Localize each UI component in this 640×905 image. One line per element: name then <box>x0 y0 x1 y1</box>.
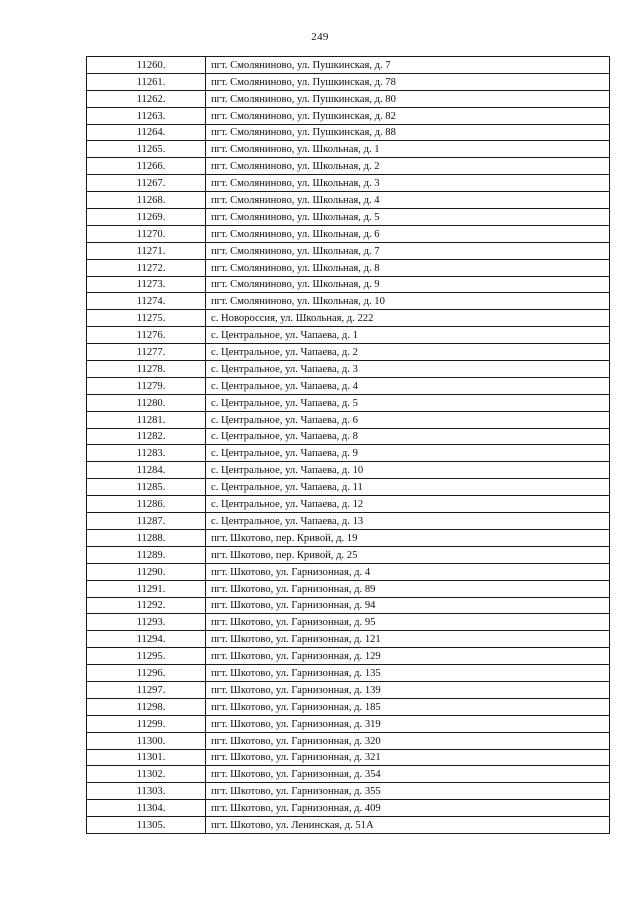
row-number-cell: 11301. <box>87 749 206 766</box>
address-cell: с. Центральное, ул. Чапаева, д. 8 <box>206 428 610 445</box>
row-number-cell: 11262. <box>87 90 206 107</box>
table-row <box>87 698 610 715</box>
address-cell: пгт. Шкотово, ул. Гарнизонная, д. 355 <box>206 783 610 800</box>
table-row <box>87 529 610 546</box>
table-row <box>87 783 610 800</box>
address-cell: с. Центральное, ул. Чапаева, д. 6 <box>206 411 610 428</box>
table-row <box>87 175 610 192</box>
row-number-cell: 11292. <box>87 597 206 614</box>
address-table <box>86 56 610 834</box>
address-cell: пгт. Шкотово, ул. Гарнизонная, д. 320 <box>206 732 610 749</box>
address-cell: с. Центральное, ул. Чапаева, д. 1 <box>206 327 610 344</box>
table-row <box>87 445 610 462</box>
address-cell: с. Центральное, ул. Чапаева, д. 2 <box>206 344 610 361</box>
address-cell: пгт. Смоляниново, ул. Школьная, д. 10 <box>206 293 610 310</box>
address-cell: с. Центральное, ул. Чапаева, д. 9 <box>206 445 610 462</box>
table-row <box>87 614 610 631</box>
address-cell: пгт. Смоляниново, ул. Школьная, д. 7 <box>206 242 610 259</box>
row-number-cell: 11272. <box>87 259 206 276</box>
row-number-cell: 11282. <box>87 428 206 445</box>
row-number-cell: 11268. <box>87 192 206 209</box>
table-row <box>87 73 610 90</box>
table-row <box>87 310 610 327</box>
address-cell: пгт. Смоляниново, ул. Школьная, д. 4 <box>206 192 610 209</box>
table-row <box>87 361 610 378</box>
row-number-cell: 11299. <box>87 715 206 732</box>
address-cell: с. Центральное, ул. Чапаева, д. 10 <box>206 462 610 479</box>
row-number-cell: 11300. <box>87 732 206 749</box>
row-number-cell: 11283. <box>87 445 206 462</box>
table-row <box>87 580 610 597</box>
row-number-cell: 11269. <box>87 209 206 226</box>
row-number-cell: 11274. <box>87 293 206 310</box>
page-number: 249 <box>311 31 329 43</box>
row-number-cell: 11305. <box>87 817 206 834</box>
row-number-cell: 11288. <box>87 529 206 546</box>
row-number-cell: 11281. <box>87 411 206 428</box>
row-number-cell: 11271. <box>87 242 206 259</box>
row-number-cell: 11289. <box>87 546 206 563</box>
row-number-cell: 11290. <box>87 563 206 580</box>
row-number-cell: 11298. <box>87 698 206 715</box>
row-number-cell: 11280. <box>87 394 206 411</box>
table-row <box>87 800 610 817</box>
address-cell: пгт. Смоляниново, ул. Школьная, д. 5 <box>206 209 610 226</box>
row-number-cell: 11278. <box>87 361 206 378</box>
row-number-cell: 11295. <box>87 648 206 665</box>
address-cell: пгт. Смоляниново, ул. Пушкинская, д. 80 <box>206 90 610 107</box>
table-row <box>87 344 610 361</box>
table-row <box>87 377 610 394</box>
table-row <box>87 665 610 682</box>
address-cell: пгт. Шкотово, ул. Гарнизонная, д. 185 <box>206 698 610 715</box>
address-cell: пгт. Шкотово, ул. Гарнизонная, д. 321 <box>206 749 610 766</box>
address-cell: с. Центральное, ул. Чапаева, д. 11 <box>206 479 610 496</box>
row-number-cell: 11302. <box>87 766 206 783</box>
address-cell: пгт. Смоляниново, ул. Пушкинская, д. 78 <box>206 73 610 90</box>
address-cell: пгт. Шкотово, ул. Гарнизонная, д. 135 <box>206 665 610 682</box>
address-cell: с. Центральное, ул. Чапаева, д. 5 <box>206 394 610 411</box>
address-cell: пгт. Шкотово, пер. Кривой, д. 25 <box>206 546 610 563</box>
table-row <box>87 631 610 648</box>
address-cell: пгт. Смоляниново, ул. Школьная, д. 3 <box>206 175 610 192</box>
address-cell: пгт. Шкотово, ул. Гарнизонная, д. 129 <box>206 648 610 665</box>
row-number-cell: 11267. <box>87 175 206 192</box>
address-cell: с. Центральное, ул. Чапаева, д. 12 <box>206 496 610 513</box>
row-number-cell: 11261. <box>87 73 206 90</box>
table-row <box>87 749 610 766</box>
table-row <box>87 715 610 732</box>
table-row <box>87 766 610 783</box>
address-cell: с. Центральное, ул. Чапаева, д. 13 <box>206 513 610 530</box>
table-row <box>87 107 610 124</box>
address-cell: пгт. Смоляниново, ул. Школьная, д. 1 <box>206 141 610 158</box>
row-number-cell: 11284. <box>87 462 206 479</box>
address-cell: с. Центральное, ул. Чапаева, д. 3 <box>206 361 610 378</box>
table-row <box>87 158 610 175</box>
address-cell: пгт. Шкотово, ул. Гарнизонная, д. 139 <box>206 681 610 698</box>
table-row <box>87 124 610 141</box>
address-cell: пгт. Шкотово, ул. Гарнизонная, д. 354 <box>206 766 610 783</box>
address-cell: с. Центральное, ул. Чапаева, д. 4 <box>206 377 610 394</box>
row-number-cell: 11266. <box>87 158 206 175</box>
row-number-cell: 11296. <box>87 665 206 682</box>
row-number-cell: 11275. <box>87 310 206 327</box>
address-cell: пгт. Шкотово, ул. Гарнизонная, д. 409 <box>206 800 610 817</box>
address-cell: пгт. Шкотово, ул. Гарнизонная, д. 95 <box>206 614 610 631</box>
row-number-cell: 11287. <box>87 513 206 530</box>
row-number-cell: 11303. <box>87 783 206 800</box>
row-number-cell: 11260. <box>87 57 206 74</box>
table-row <box>87 276 610 293</box>
row-number-cell: 11277. <box>87 344 206 361</box>
table-row <box>87 597 610 614</box>
row-number-cell: 11304. <box>87 800 206 817</box>
address-cell: пгт. Шкотово, ул. Ленинская, д. 51А <box>206 817 610 834</box>
table-row <box>87 209 610 226</box>
table-row <box>87 648 610 665</box>
address-cell: пгт. Шкотово, ул. Гарнизонная, д. 121 <box>206 631 610 648</box>
address-cell: пгт. Шкотово, ул. Гарнизонная, д. 4 <box>206 563 610 580</box>
address-cell: пгт. Шкотово, ул. Гарнизонная, д. 94 <box>206 597 610 614</box>
table-row <box>87 513 610 530</box>
address-cell: пгт. Шкотово, ул. Гарнизонная, д. 319 <box>206 715 610 732</box>
table-row <box>87 225 610 242</box>
table-row <box>87 242 610 259</box>
address-cell: пгт. Смоляниново, ул. Пушкинская, д. 88 <box>206 124 610 141</box>
table-row <box>87 681 610 698</box>
row-number-cell: 11273. <box>87 276 206 293</box>
table-row <box>87 293 610 310</box>
table-row <box>87 496 610 513</box>
row-number-cell: 11297. <box>87 681 206 698</box>
table-row <box>87 327 610 344</box>
address-cell: пгт. Смоляниново, ул. Школьная, д. 8 <box>206 259 610 276</box>
address-cell: пгт. Смоляниново, ул. Пушкинская, д. 7 <box>206 57 610 74</box>
table-row <box>87 546 610 563</box>
table-row <box>87 57 610 74</box>
address-cell: пгт. Смоляниново, ул. Школьная, д. 2 <box>206 158 610 175</box>
table-row <box>87 90 610 107</box>
row-number-cell: 11265. <box>87 141 206 158</box>
row-number-cell: 11270. <box>87 225 206 242</box>
table-row <box>87 141 610 158</box>
table-row <box>87 817 610 834</box>
table-row <box>87 732 610 749</box>
row-number-cell: 11264. <box>87 124 206 141</box>
row-number-cell: 11279. <box>87 377 206 394</box>
row-number-cell: 11276. <box>87 327 206 344</box>
row-number-cell: 11263. <box>87 107 206 124</box>
address-cell: с. Новороссия, ул. Школьная, д. 222 <box>206 310 610 327</box>
row-number-cell: 11291. <box>87 580 206 597</box>
table-row <box>87 479 610 496</box>
address-cell: пгт. Шкотово, пер. Кривой, д. 19 <box>206 529 610 546</box>
address-table-body <box>87 57 610 834</box>
table-row <box>87 259 610 276</box>
table-row <box>87 192 610 209</box>
row-number-cell: 11293. <box>87 614 206 631</box>
row-number-cell: 11294. <box>87 631 206 648</box>
table-row <box>87 411 610 428</box>
address-cell: пгт. Смоляниново, ул. Школьная, д. 9 <box>206 276 610 293</box>
address-cell: пгт. Смоляниново, ул. Пушкинская, д. 82 <box>206 107 610 124</box>
address-cell: пгт. Шкотово, ул. Гарнизонная, д. 89 <box>206 580 610 597</box>
row-number-cell: 11285. <box>87 479 206 496</box>
table-row <box>87 563 610 580</box>
table-row <box>87 394 610 411</box>
address-cell: пгт. Смоляниново, ул. Школьная, д. 6 <box>206 225 610 242</box>
table-row <box>87 428 610 445</box>
row-number-cell: 11286. <box>87 496 206 513</box>
table-row <box>87 462 610 479</box>
